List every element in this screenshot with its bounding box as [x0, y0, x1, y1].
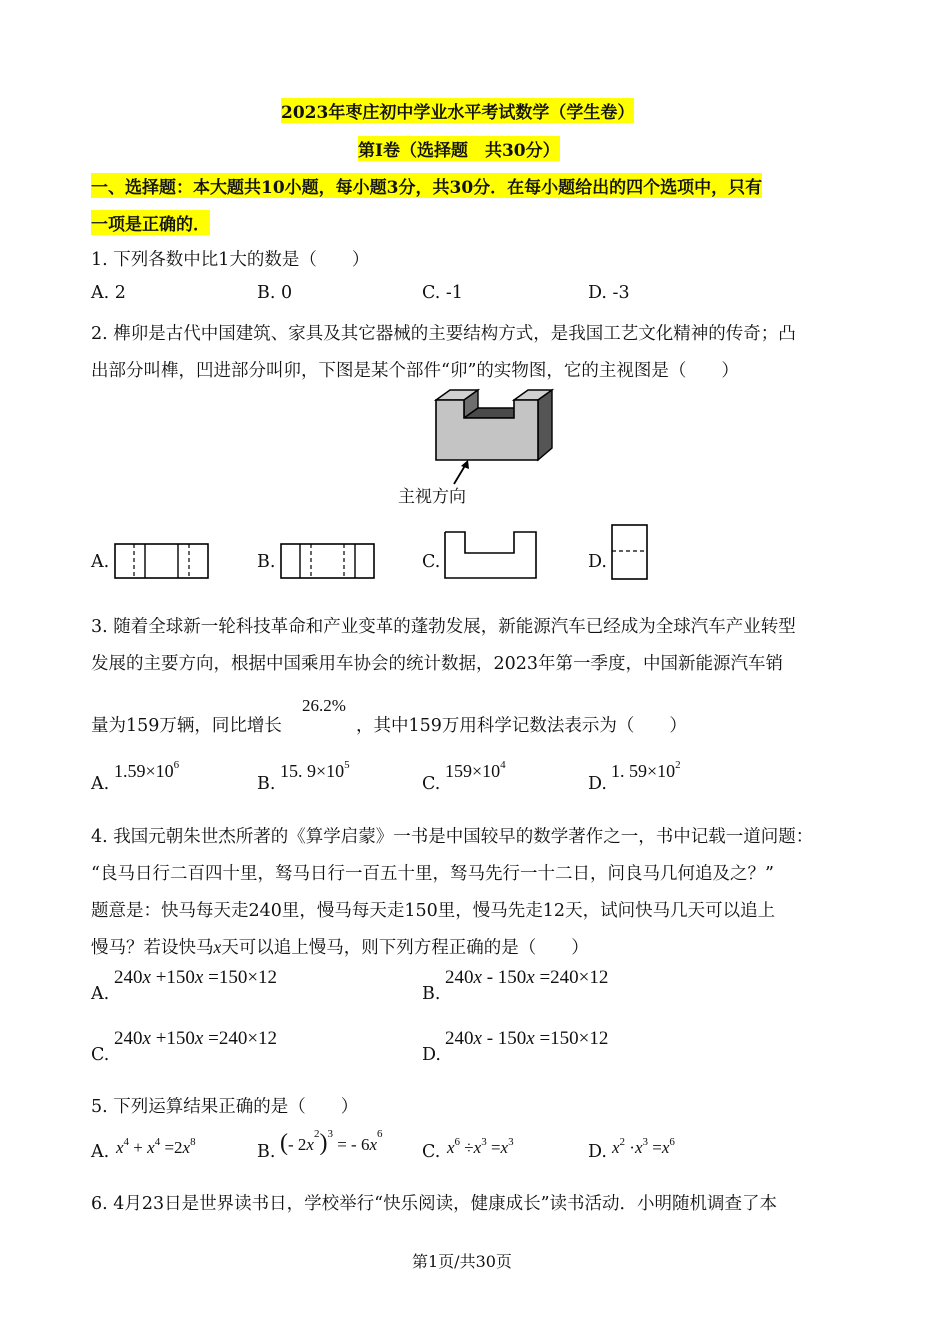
mortise-3d-figure [430, 388, 570, 468]
figure-caption: 主视方向 [398, 487, 466, 507]
q5-option-b-label: B. [257, 1142, 276, 1162]
q1-option-a: A. 2 [91, 283, 126, 303]
q2-line-1: 2. 榫卯是古代中国建筑、家具及其它器械的主要结构方式，是我国工艺文化精神的传奇；凸 [91, 324, 796, 344]
q6-line-1: 6. 4月23日是世界读书日，学校举行“快乐阅读，健康成长”读书活动．小明随机调查了本 [91, 1194, 778, 1214]
q2-option-d-label: D. [588, 552, 607, 572]
q3-option-d-label: D. [588, 774, 607, 794]
q5-option-a-expr: $x^4 + x^4 =2x^8$ [116, 1136, 196, 1157]
q4-option-c-equation: 240x +150x =240×12 [114, 1028, 278, 1049]
q2-option-b-figure [280, 543, 376, 581]
q3-option-d-expr: 1. $59\times 10^2$ [611, 759, 681, 781]
q4-line-1: 4. 我国元朝朱世杰所著的《算学启蒙》一书是中国较早的数学著作之一，书中记载一道问题： [91, 827, 814, 847]
q4-line-3: 题意是：快马每天走240里，慢马每天走150里，慢马先走12天，试问快马几天可以追上 [91, 901, 776, 921]
q3-percentage: 26.2% [302, 696, 346, 715]
q3-option-c-expr: $159\times 10^4$ [445, 759, 506, 781]
q3-option-b-expr: 15. $9\times 10^5$ [280, 759, 350, 781]
q4-option-d-label: D. [422, 1045, 441, 1065]
q3-option-a-label: A. [91, 774, 110, 794]
q2-option-c-figure [444, 531, 540, 581]
q1-option-b: B. 0 [257, 283, 293, 303]
q4-line-4: 慢马？若设快马x天可以追上慢马，则下列方程正确的是（ ） [91, 937, 589, 958]
q4-option-c-label: C. [91, 1045, 110, 1065]
q5-option-d-label: D. [588, 1142, 607, 1162]
q3-option-b-label: B. [257, 774, 276, 794]
q2-option-a-figure [114, 543, 210, 581]
q3-line-3-a: 量为159万辆，同比增长 [91, 716, 282, 736]
instructions-line-1: 一、选择题：本大题共10小题，每小题3分，共30分．在每小题给出的四个选项中，只有 [91, 173, 762, 198]
q5-option-c-label: C. [422, 1142, 441, 1162]
q1-option-c: C. -1 [422, 283, 463, 303]
q4-option-d-equation: 240x - 150x =150×12 [445, 1028, 609, 1049]
q3-line-1: 3. 随着全球新一轮科技革命和产业变革的蓬勃发展，新能源汽车已经成为全球汽车产业转型 [91, 617, 796, 637]
q5-option-b-expr: (- $2x^2)^3$ = - $6x^6$ [280, 1128, 383, 1156]
q1-option-d: D. -3 [588, 283, 630, 303]
q3-line-3-b: ，其中159万用科学记数法表示为（ ） [356, 716, 687, 736]
page-title: 2023年枣庄初中学业水平考试数学（学生卷） [281, 98, 634, 123]
q1-stem: 1. 下列各数中比1大的数是（ ） [91, 250, 370, 270]
q2-option-c-label: C. [422, 552, 441, 572]
q4-option-a-label: A. [91, 984, 110, 1004]
q5-stem: 5. 下列运算结果正确的是（ ） [91, 1097, 359, 1117]
q3-line-2: 发展的主要方向，根据中国乘用车协会的统计数据，2023年第一季度，中国新能源汽车销 [91, 654, 784, 674]
q4-line-2: “良马日行二百四十里，驽马日行一百五十里，驽马先行一十二日，问良马几何追及之？” [91, 864, 774, 884]
q2-option-a-label: A. [91, 552, 110, 572]
q2-option-d-figure [611, 524, 651, 582]
q5-option-a-label: A. [91, 1142, 110, 1162]
q4-option-b-equation: 240x - 150x =240×12 [445, 967, 609, 988]
q4-option-a-equation: 240x +150x =150×12 [114, 967, 278, 988]
q5-option-c-expr: $x^6 \div x^3 =x^3$ [447, 1136, 514, 1157]
q2-line-2: 出部分叫榫，凹进部分叫卯，下图是某个部件“卯”的实物图，它的主视图是（ ） [91, 361, 739, 381]
q3-option-a-expr: $1.59\times 10^6$ [114, 759, 180, 781]
section-title: 第I卷（选择题 共30分） [358, 136, 560, 161]
q5-option-d-expr: $x^2 \cdot x^3 =x^6$ [612, 1136, 675, 1157]
q3-option-c-label: C. [422, 774, 441, 794]
instructions-line-2: 一项是正确的． [91, 210, 210, 235]
q2-option-b-label: B. [257, 552, 276, 572]
q4-option-b-label: B. [422, 984, 441, 1004]
page-footer: 第1页/共30页 [412, 1252, 512, 1271]
